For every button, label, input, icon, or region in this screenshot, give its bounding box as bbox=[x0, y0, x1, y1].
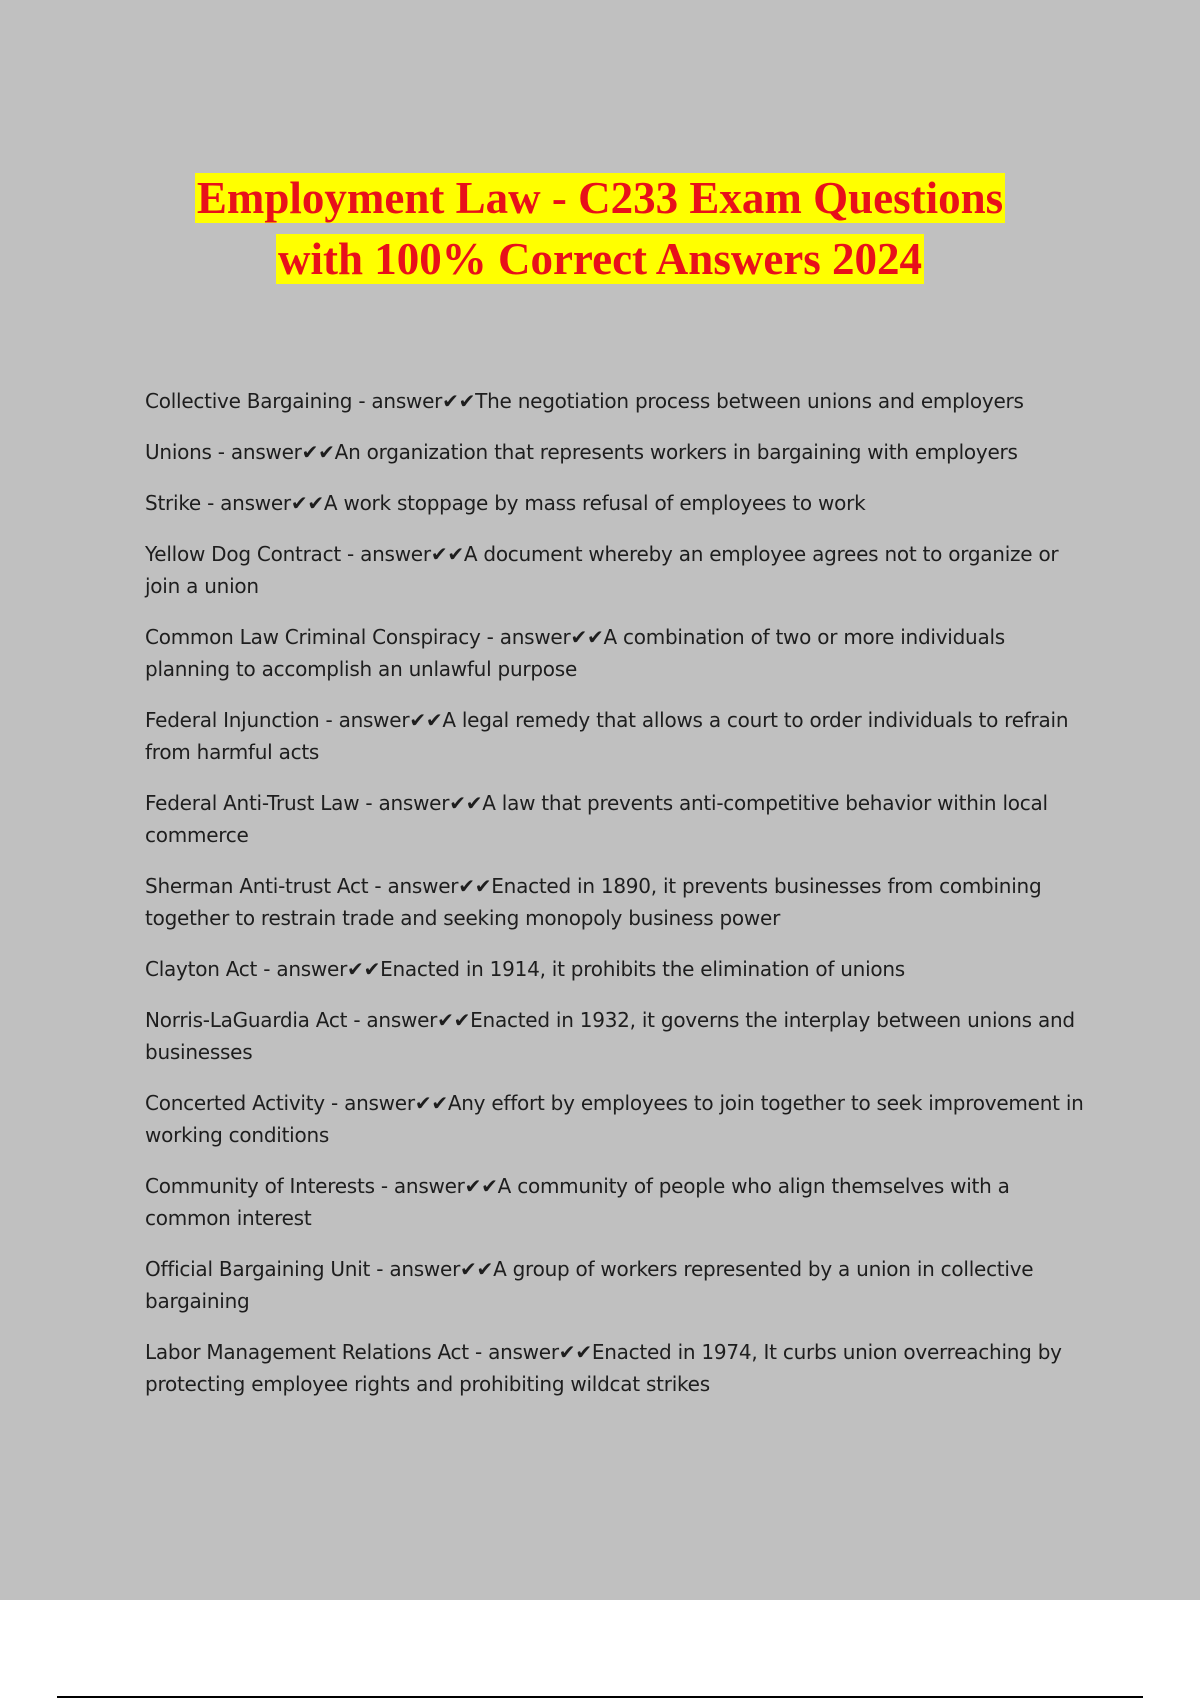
title-line-1: Employment Law - C233 Exam Questions bbox=[196, 173, 1004, 223]
qa-item: Labor Management Relations Act - answer✔✔Enacted in 1974, It curbs union overreaching by protecting employee rights and prohibiting wildcat strikes bbox=[145, 1340, 1062, 1396]
qa-list bbox=[145, 385, 1090, 1419]
qa-item: Federal Anti-Trust Law - answer✔✔A law that prevents anti-competitive behavior within local commerce bbox=[145, 791, 1048, 847]
qa-item: Collective Bargaining - answer✔✔The negotiation process between unions and employers bbox=[145, 389, 1024, 413]
qa-item: Official Bargaining Unit - answer✔✔A group of workers represented by a union in collective bargaining bbox=[145, 1257, 1034, 1313]
qa-item: Clayton Act - answer✔✔Enacted in 1914, it prohibits the elimination of unions bbox=[145, 957, 905, 981]
qa-item: Federal Injunction - answer✔✔A legal remedy that allows a court to order individuals to refrain from harmful acts bbox=[145, 708, 1069, 764]
qa-item: Norris-LaGuardia Act - answer✔✔Enacted in 1932, it governs the interplay between unions and businesses bbox=[145, 1008, 1075, 1064]
page-title bbox=[0, 168, 1200, 290]
qa-item: Yellow Dog Contract - answer✔✔A document whereby an employee agrees not to organize or join a union bbox=[145, 542, 1059, 598]
qa-item: Community of Interests - answer✔✔A community of people who align themselves with a common interest bbox=[145, 1174, 1010, 1230]
qa-item: Common Law Criminal Conspiracy - answer✔✔A combination of two or more individuals planning to accomplish an unlawful purpose bbox=[145, 625, 1005, 681]
qa-item: Concerted Activity - answer✔✔Any effort by employees to join together to seek improvement in working conditions bbox=[145, 1091, 1084, 1147]
qa-item: Sherman Anti-trust Act - answer✔✔Enacted in 1890, it prevents businesses from combining together to restrain trade and seeking monopoly business power bbox=[145, 874, 1042, 930]
qa-item: Unions - answer✔✔An organization that represents workers in bargaining with employers bbox=[145, 440, 1018, 464]
qa-item: Strike - answer✔✔A work stoppage by mass refusal of employees to work bbox=[145, 491, 866, 515]
footer-divider bbox=[57, 1696, 1143, 1698]
title-line-2: with 100% Correct Answers 2024 bbox=[277, 234, 923, 284]
